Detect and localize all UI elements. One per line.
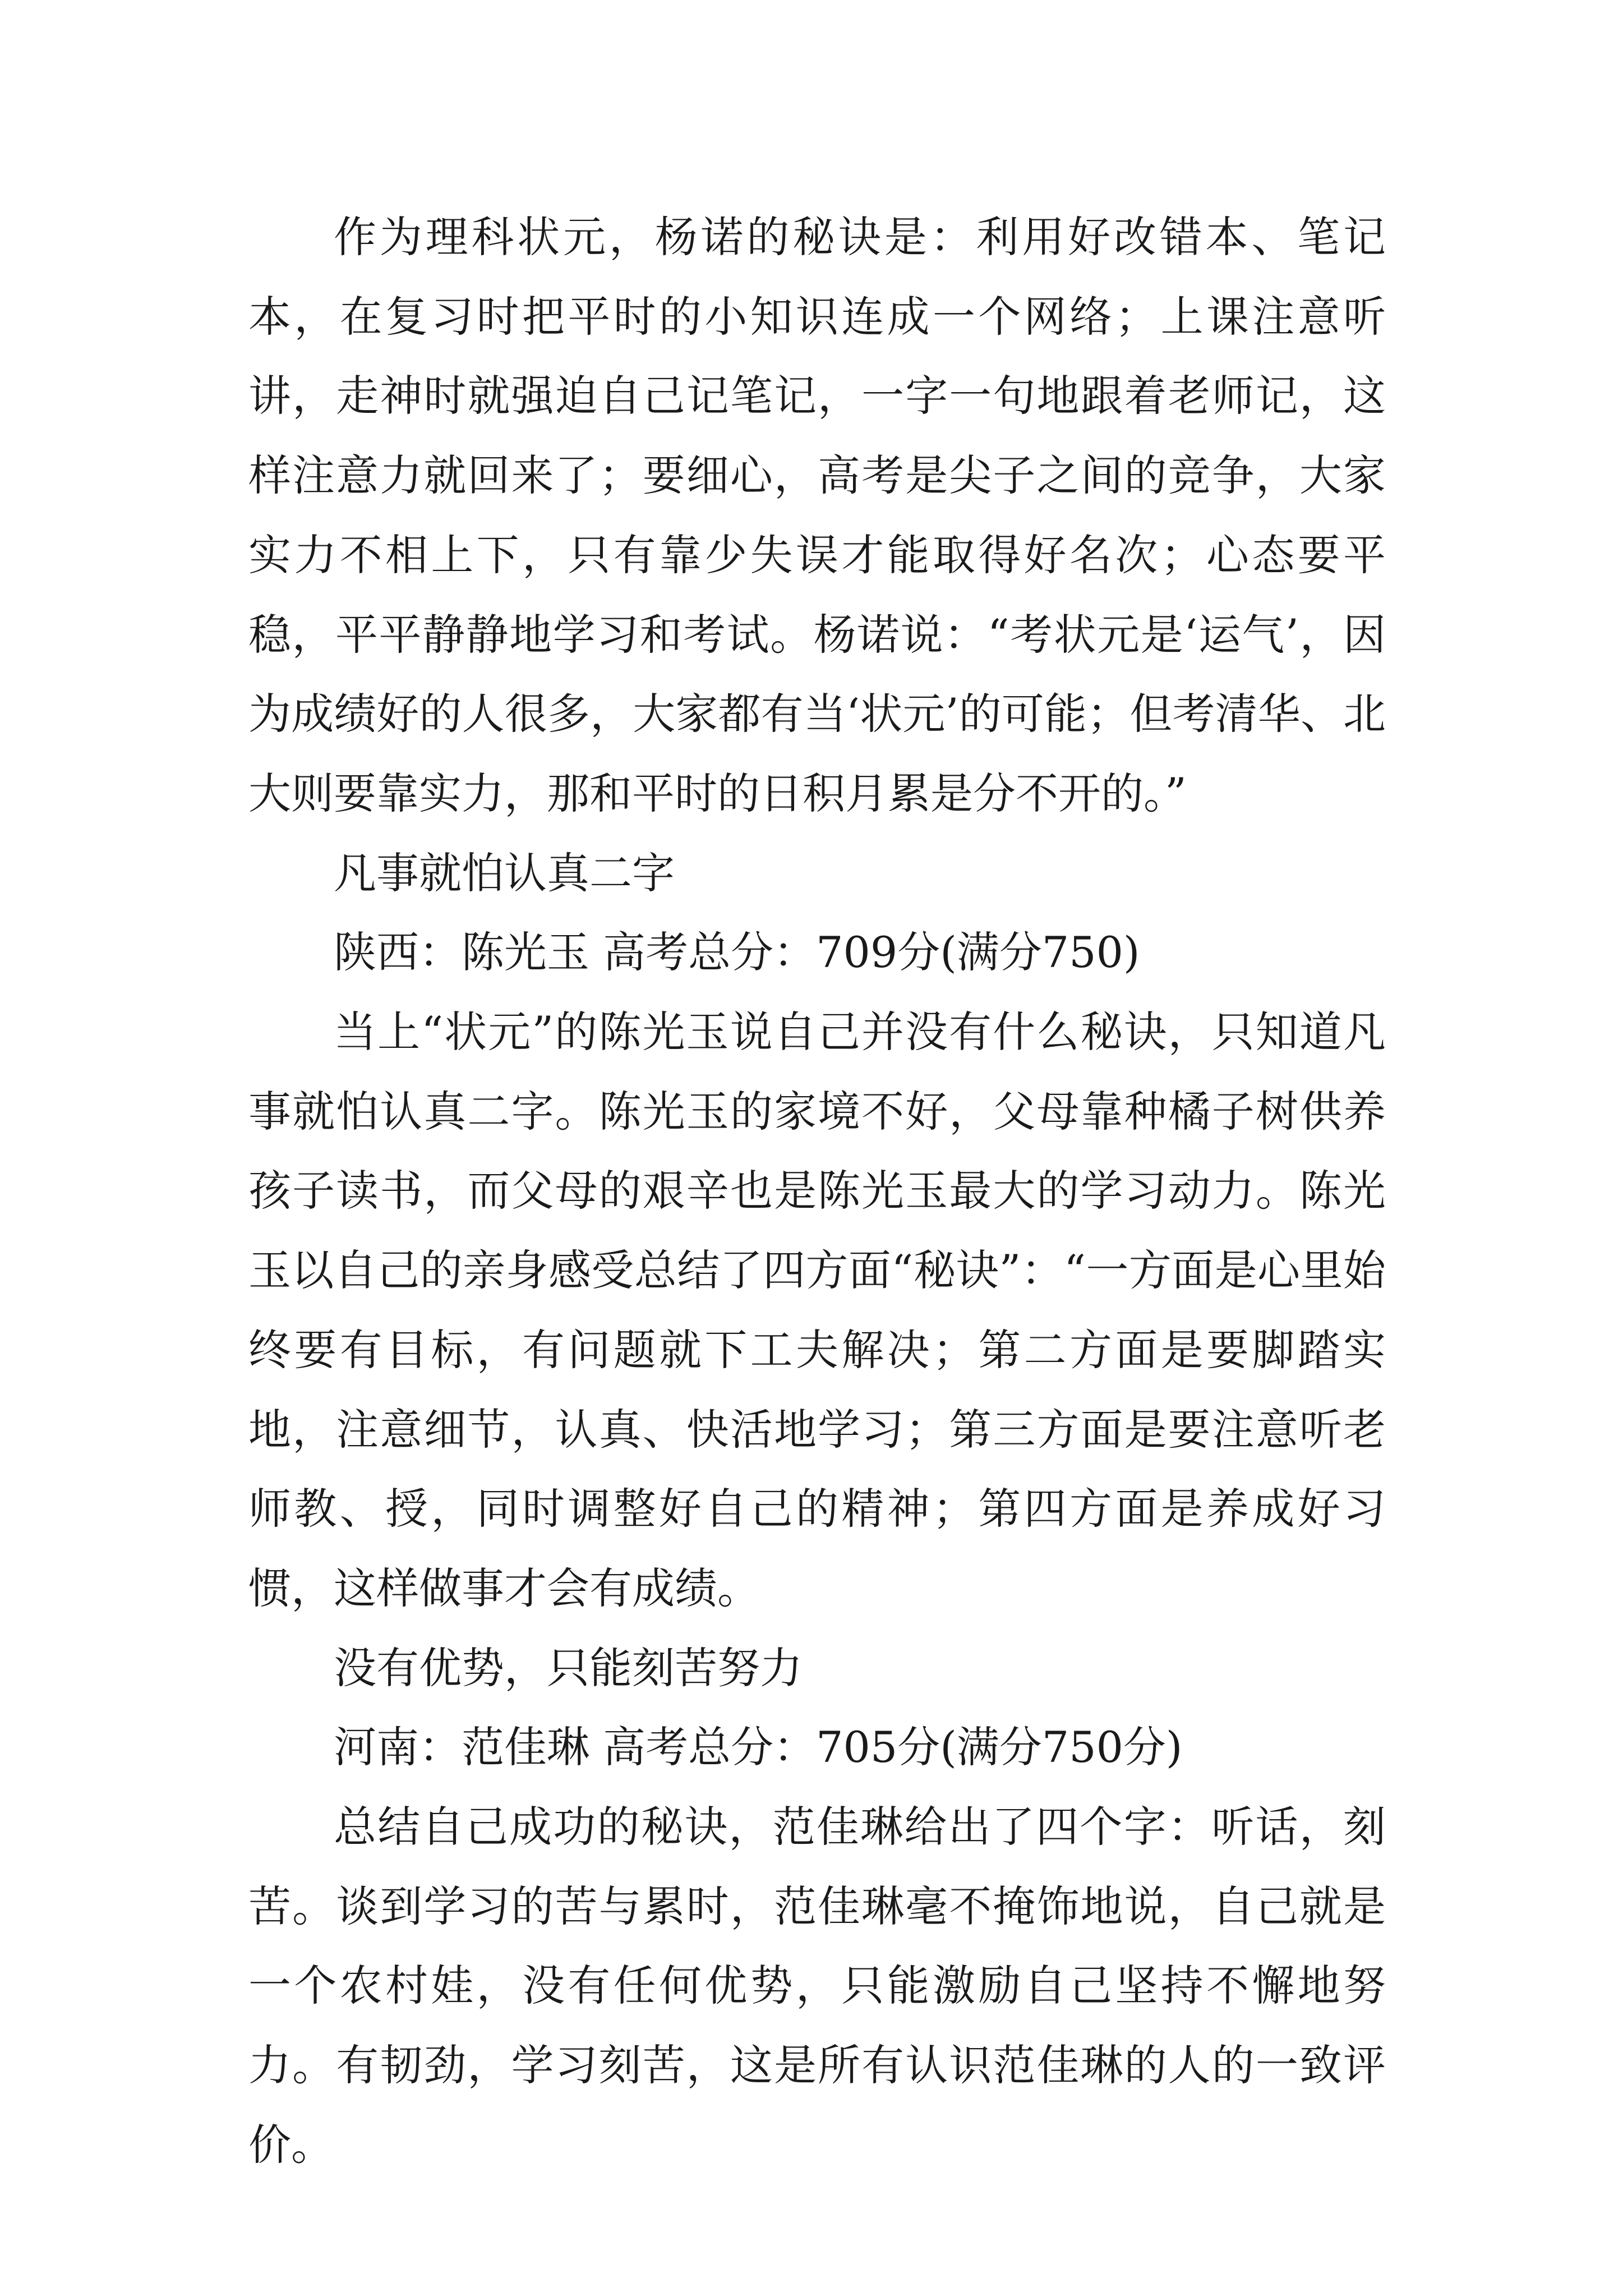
document-body: [248, 197, 1386, 2185]
paragraph-fan-jialin-secret: 总结自己成功的秘诀，范佳琳给出了四个字：听话，刻苦。谈到学习的苦与累时，范佳琳毫不掩饰地说，自己就是一个农村娃，没有任何优势，只能激励自己坚持不懈地努力。有韧劲，学习刻苦，这是所有认识范佳琳的人的一致评价。: [248, 1802, 1386, 2170]
score-line-chen-guangyu: 陕西：陈光玉 高考总分：709分(满分750): [334, 927, 1140, 978]
section-heading-chen-guangyu: 凡事就怕认真二字: [334, 848, 675, 898]
paragraph-chen-guangyu-secret: 当上“状元”的陈光玉说自己并没有什么秘诀，只知道凡事就怕认真二字。陈光玉的家境不好，父母靠种橘子树供养孩子读书，而父母的艰辛也是陈光玉最大的学习动力。陈光玉以自己的亲身感受总结了四方面“秘诀”：“一方面是心里始终要有目标，有问题就下工夫解决；第二方面是要脚踏实地，注意细节，认真、快活地学习；第三方面是要注意听老师教、授，同时调整好自己的精神；第四方面是养成好习惯，这样做事才会有成绩。: [248, 1007, 1386, 1613]
score-line-fan-jialin: 河南：范佳琳 高考总分：705分(满分750分): [334, 1722, 1183, 1773]
paragraph-yang-nuo-secret: 作为理科状元，杨诺的秘诀是：利用好改错本、笔记本，在复习时把平时的小知识连成一个网络；上课注意听讲，走神时就强迫自己记笔记，一字一句地跟着老师记，这样注意力就回来了；要细心，高考是尖子之间的竞争，大家实力不相上下，只有靠少失误才能取得好名次；心态要平稳，平平静静地学习和考试。杨诺说：“考状元是‘运气’，因为成绩好的人很多，大家都有当‘状元’的可能；但考清华、北大则要靠实力，那和平时的日积月累是分不开的。”: [248, 212, 1386, 818]
section-heading-fan-jialin: 没有优势，只能刻苦努力: [334, 1642, 803, 1693]
